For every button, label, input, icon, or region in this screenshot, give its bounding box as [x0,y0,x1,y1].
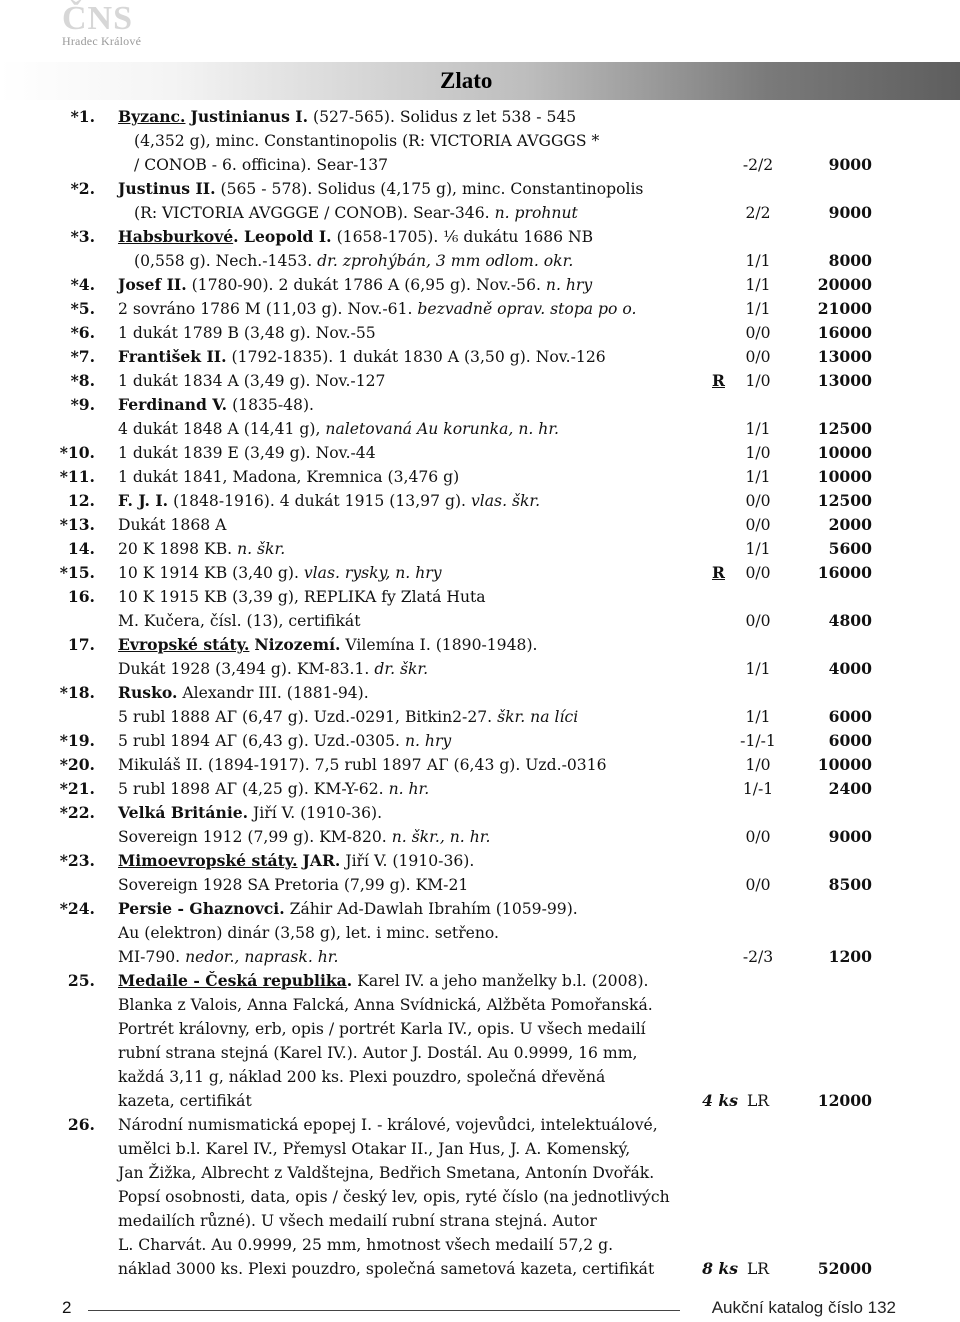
lot-line [0,105,960,129]
lot-description: (0,558 g). Nech.-1453. dr. zprohýbán, 3 mm odlom. okr. [134,252,574,270]
lot-price: 20000 [817,275,872,294]
lot-line [0,1161,960,1185]
lot-list [0,105,960,1281]
lot-number: *10. [59,443,95,462]
lot-price: 8500 [828,875,872,894]
lot-description: 5 rubl 1898 АГ (4,25 g). KM-Y-62. n. hr. [118,780,430,798]
lot-description: 1 dukát 1839 E (3,49 g). Nov.-44 [118,444,376,462]
lot-line [0,345,960,369]
footer-divider [88,1310,680,1311]
lot-description: náklad 3000 ks. Plexi pouzdro, společná sametová kazeta, certifikát [118,1260,655,1278]
lot-description: Mimoevropské státy. JAR. Jiří V. (1910-36). [118,851,475,870]
rarity-mark: R [712,371,725,390]
lot-description: Velká Británie. Jiří V. (1910-36). [118,803,383,822]
lot-grade: -2/2 [742,156,774,174]
lot-line [0,465,960,489]
lot-grade: 0/0 [745,348,771,366]
lot-line [0,561,960,585]
lot-description: umělci b.l. Karel IV., Přemysl Otakar II., Jan Hus, J. A. Komenský, [118,1140,631,1158]
lot-grade: 0/0 [745,492,771,510]
lot-number: *15. [59,563,95,582]
lot-number: *21. [59,779,95,798]
lot-number: 16. [67,587,95,606]
lot-description: Byzanc. Justinianus I. (527-565). Solidus z let 538 - 545 [118,107,577,126]
lot-number: *3. [70,227,95,246]
lot-price: 12500 [817,491,872,510]
lot-description: Medaile - Česká republika. Karel IV. a jeho manželky b.l. (2008). [118,971,649,990]
lot-line [0,993,960,1017]
lot-description: Sovereign 1912 (7,99 g). KM-820. n. škr., n. hr. [118,828,491,846]
lot-description: Národní numismatická epopej I. - králové, vojevůdci, intelektuálové, [118,1116,658,1134]
lot-line [0,585,960,609]
lot-line [0,753,960,777]
lot-grade: 1/0 [745,444,771,462]
lot-grade: 0/0 [745,564,771,582]
lot-grade: 2/2 [745,204,771,222]
lot-description: Dukát 1928 (3,494 g). KM-83.1. dr. škr. [118,660,429,678]
lot-description: 4 dukát 1848 A (14,41 g), naletovaná Au korunka, n. hr. [118,420,560,438]
lot-line [0,537,960,561]
lot-description: Portrét královny, erb, opis / portrét Karla IV., opis. U všech medailí [118,1020,646,1038]
lot-number: *13. [59,515,95,534]
lot-description: Blanka z Valois, Anna Falcká, Anna Svídnická, Alžběta Pomořanská. [118,996,653,1014]
lot-description: Justinus II. (565 - 578). Solidus (4,175 g), minc. Constantinopolis [118,179,644,198]
lot-grade: 1/1 [745,540,771,558]
lot-line [0,441,960,465]
lot-line [0,1041,960,1065]
lot-line [0,513,960,537]
lot-price: 10000 [817,755,872,774]
lot-price: 1200 [828,947,872,966]
lot-price: 52000 [817,1259,872,1278]
lot-line [0,1185,960,1209]
lot-description: 5 rubl 1894 АГ (6,43 g). Uzd.-0305. n. hry [118,732,452,750]
lot-price: 12500 [817,419,872,438]
lot-grade: 1/0 [745,756,771,774]
lot-price: 4000 [828,659,872,678]
lot-grade: 1/1 [745,420,771,438]
section-header [0,62,960,100]
lot-line [0,1233,960,1257]
lot-number: 26. [67,1115,95,1134]
lot-number: *2. [70,179,95,198]
lot-price: 21000 [817,299,872,318]
lot-description: Josef II. (1780-90). 2 dukát 1786 A (6,95 g). Nov.-56. n. hry [118,275,593,294]
lot-grade: 0/0 [745,324,771,342]
logo-subtitle: Hradec Králové [62,34,142,48]
lot-grade: 1/1 [745,300,771,318]
lot-grade: 1/1 [745,276,771,294]
lot-quantity: 4 ks [702,1091,738,1110]
lot-description: Mikuláš II. (1894-1917). 7,5 rubl 1897 АГ (6,43 g). Uzd.-0316 [118,756,607,774]
lot-number: *11. [59,467,95,486]
lot-grade: 1/-1 [742,780,774,798]
lot-line [0,849,960,873]
lot-price: 6000 [828,731,872,750]
lot-number: *22. [59,803,95,822]
lot-line [0,153,960,177]
lot-line [0,921,960,945]
lot-number: *18. [59,683,95,702]
lot-description: Popsí osobnosti, data, opis / český lev, opis, ryté číslo (na jednotlivých [118,1188,670,1206]
lot-line [0,945,960,969]
lot-line [0,489,960,513]
lot-line [0,681,960,705]
lot-description: / CONOB - 6. officina). Sear-137 [134,156,389,174]
lot-number: *23. [59,851,95,870]
lot-quantity: 8 ks [702,1259,738,1278]
lot-grade: 1/1 [745,468,771,486]
lot-price: 13000 [817,347,872,366]
lot-grade: LR [746,1092,770,1110]
lot-description: Rusko. Alexandr III. (1881-94). [118,683,369,702]
lot-price: 13000 [817,371,872,390]
lot-price: 2000 [828,515,872,534]
lot-description: 1 dukát 1834 A (3,49 g). Nov.-127 [118,372,386,390]
lot-price: 9000 [828,155,872,174]
lot-description: 5 rubl 1888 АГ (6,47 g). Uzd.-0291, Bitkin2-27. škr. na líci [118,708,579,726]
lot-grade: -2/3 [742,948,774,966]
lot-description: 10 K 1914 KB (3,40 g). vlas. rysky, n. hry [118,564,442,582]
lot-line [0,873,960,897]
lot-description: 10 K 1915 KB (3,39 g), REPLIKA fy Zlatá Huta [118,588,486,606]
lot-line [0,729,960,753]
lot-price: 6000 [828,707,872,726]
lot-line [0,369,960,393]
lot-grade: -1/-1 [740,732,776,750]
lot-line [0,777,960,801]
lot-number: *24. [59,899,95,918]
lot-line [0,633,960,657]
lot-number: *9. [70,395,95,414]
lot-grade: 1/1 [745,660,771,678]
lot-line [0,129,960,153]
lot-number: *19. [59,731,95,750]
lot-number: 14. [67,539,95,558]
lot-number: *6. [70,323,95,342]
lot-line [0,393,960,417]
lot-description: MI-790. nedor., naprask. hr. [118,948,339,966]
lot-description: 1 dukát 1841, Madona, Kremnica (3,476 g) [118,468,460,486]
lot-line [0,897,960,921]
lot-description: rubní strana stejná (Karel IV.). Autor J. Dostál. Au 0.9999, 16 mm, [118,1044,638,1062]
lot-line [0,801,960,825]
lot-description: Dukát 1868 A [118,516,227,534]
lot-price: 4800 [828,611,872,630]
lot-line [0,1257,960,1281]
lot-line [0,297,960,321]
lot-line [0,177,960,201]
lot-grade: 1/0 [745,372,771,390]
lot-line [0,201,960,225]
lot-grade: 1/1 [745,708,771,726]
lot-description: Persie - Ghaznovci. Záhir Ad-Dawlah Ibrahím (1059-99). [118,899,578,918]
lot-price: 9000 [828,827,872,846]
lot-price: 9000 [828,203,872,222]
lot-description: kazeta, certifikát [118,1092,252,1110]
lot-line [0,1209,960,1233]
lot-line [0,825,960,849]
lot-description: Jan Žižka, Albrecht z Valdštejna, Bedřich Smetana, Antonín Dvořák. [118,1164,655,1182]
lot-line [0,417,960,441]
lot-line [0,969,960,993]
lot-number: *7. [70,347,95,366]
cns-logo [62,2,141,49]
lot-number: *4. [70,275,95,294]
lot-description: 20 K 1898 KB. n. škr. [118,540,286,558]
lot-description: 2 sovráno 1786 M (11,03 g). Nov.-61. bezvadně oprav. stopa po o. [118,300,637,318]
section-title: Zlato [440,68,493,93]
lot-grade: 0/0 [745,612,771,630]
lot-line [0,1137,960,1161]
lot-description: (R: VICTORIA AVGGGE / CONOB). Sear-346. n. prohnut [134,204,578,222]
lot-description: 1 dukát 1789 B (3,48 g). Nov.-55 [118,324,376,342]
lot-line [0,273,960,297]
lot-description: každá 3,11 g, náklad 200 ks. Plexi pouzdro, společná dřevěná [118,1068,606,1086]
lot-description: (4,352 g), minc. Constantinopolis (R: VICTORIA AVGGGS * [134,132,600,150]
lot-description: Habsburkové. Leopold I. (1658-1705). ⅙ dukátu 1686 NB [118,227,594,246]
lot-line [0,1113,960,1137]
lot-number: 17. [67,635,95,654]
lot-description: M. Kučera, čísl. (13), certifikát [118,612,361,630]
lot-price: 16000 [817,563,872,582]
lot-price: 16000 [817,323,872,342]
lot-grade: 0/0 [745,828,771,846]
lot-grade: 0/0 [745,516,771,534]
lot-line [0,225,960,249]
lot-number: 12. [67,491,95,510]
lot-price: 12000 [817,1091,872,1110]
lot-line [0,1065,960,1089]
lot-description: Sovereign 1928 SA Pretoria (7,99 g). KM-21 [118,876,469,894]
rarity-mark: R [712,563,725,582]
lot-description: L. Charvát. Au 0.9999, 25 mm, hmotnost všech medailí 57,2 g. [118,1236,614,1254]
lot-description: medailích různé). U všech medailí rubní strana stejná. Autor [118,1212,597,1230]
logo-text: ČNS [62,0,134,37]
lot-line [0,609,960,633]
lot-description: František II. (1792-1835). 1 dukát 1830 A (3,50 g). Nov.-126 [118,347,606,366]
lot-number: *1. [70,107,95,126]
lot-price: 5600 [828,539,872,558]
lot-price: 10000 [817,443,872,462]
lot-line [0,705,960,729]
lot-number: 25. [67,971,95,990]
lot-description: F. J. I. (1848-1916). 4 dukát 1915 (13,97 g). vlas. škr. [118,491,541,510]
catalog-title: Aukční katalog číslo 132 [711,1298,896,1317]
lot-number: *20. [59,755,95,774]
lot-line [0,657,960,681]
lot-grade: 1/1 [745,252,771,270]
lot-description: Ferdinand V. (1835-48). [118,395,314,414]
lot-description: Evropské státy. Nizozemí. Vilemína I. (1890-1948). [118,635,538,654]
lot-number: *5. [70,299,95,318]
lot-number: *8. [70,371,95,390]
lot-line [0,321,960,345]
page-number: 2 [62,1298,72,1317]
lot-line [0,1017,960,1041]
lot-grade: LR [746,1260,770,1278]
lot-price: 2400 [828,779,872,798]
lot-price: 8000 [828,251,872,270]
lot-price: 10000 [817,467,872,486]
lot-line [0,249,960,273]
lot-line [0,1089,960,1113]
lot-grade: 0/0 [745,876,771,894]
lot-description: Au (elektron) dinár (3,58 g), let. i minc. setřeno. [118,924,499,942]
